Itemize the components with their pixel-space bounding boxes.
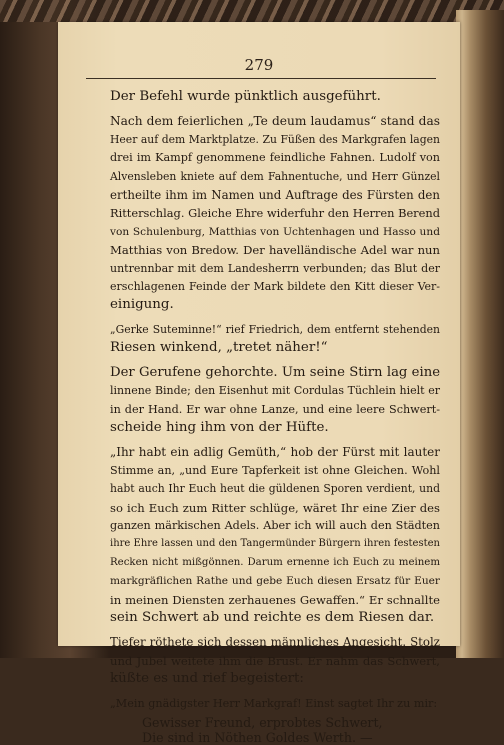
text-line: Tiefer röthete sich dessen männliches Angesicht. Stolz [110, 635, 440, 650]
text-line: erschlagenen Feinde der Mark bildete den Kitt dieser Ver- [110, 280, 440, 294]
text-line: Der Gerufene gehorchte. Um seine Stirn lag eine [110, 364, 440, 380]
text-line: sein Schwert ab und reichte es dem Riesen dar. [110, 609, 435, 625]
text-line: linnene Binde; den Eisenhut mit Cordulas Tüchlein hielt er [110, 384, 440, 398]
text-line: „Ihr habt ein adlig Gemüth,“ hob der Fürst mit lauter [110, 445, 440, 460]
text-line: ihre Ehre lassen und den Tangermünder Bürgern ihren festesten [110, 538, 440, 550]
paragraph [88, 443, 440, 627]
paragraph [88, 633, 440, 688]
header-rule [86, 78, 436, 79]
text-line: und Jubel weitete ihm die Brust. Er nahm das Schwert, [110, 653, 440, 668]
book-page [58, 22, 460, 745]
text-line: ganzen märkischen Adels. Aber ich will auch den Städten [110, 518, 440, 532]
text-line: scheide hing ihm von der Hüfte. [110, 419, 329, 435]
page-number: 279 [244, 56, 274, 74]
text-line: Ritterschlag. Gleiche Ehre widerfuhr den Herren Berend [110, 206, 440, 221]
text-line: Recken nicht mißgönnen. Darum ernenne ich Euch zu meinem [110, 556, 440, 568]
verse-line: Die sind in Nöthen Goldes Werth. — [142, 730, 373, 745]
text-line: Riesen winkend, „tretet näher!“ [110, 340, 328, 356]
text-line: drei im Kampf genommene feindliche Fahnen. Ludolf von [110, 151, 440, 165]
verse-quote [142, 715, 440, 745]
text-line: „Gerke Suteminne!“ rief Friedrich, dem entfernt stehenden [110, 322, 440, 336]
text-line: Matthias von Bredow. Der havelländische Adel war nun [110, 243, 440, 258]
text-line: so ich Euch zum Ritter schlüge, wäret Ihr eine Zier des [110, 500, 440, 515]
text-line: von Schulenburg, Matthias von Uchtenhagen und Hasso und [110, 225, 440, 238]
paragraph [88, 321, 440, 358]
text-line: Nach dem feierlichen „Te deum laudamus“ stand das [110, 114, 440, 129]
text-line: in meinen Diensten zerhauenes Gewaffen.“ Er schnallte [110, 592, 440, 607]
paragraph [88, 364, 440, 438]
paragraph [88, 695, 440, 713]
text-line: Stimme an, „und Eure Tapferkeit ist ohne Gleichen. Wohl [110, 463, 440, 477]
paragraph [88, 88, 440, 106]
paragraph [88, 112, 440, 314]
text-line: „Mein gnädigster Herr Markgraf! Einst sagtet Ihr zu mir: [110, 696, 438, 710]
body-text [88, 88, 440, 745]
text-line: habt auch Ihr Euch heut die güldenen Sporen verdient, und [110, 482, 440, 496]
text-line: einigung. [110, 297, 174, 313]
text-line: Alvensleben kniete auf dem Fahnentuche, und Herr Günzel [110, 169, 440, 183]
verse-line: Gewisser Freund, erprobtes Schwert, [142, 715, 383, 730]
text-line: untrennbar mit dem Landesherrn verbunden; das Blut der [110, 261, 440, 275]
text-line: küßte es und rief begeistert: [110, 671, 304, 687]
text-line: in der Hand. Er war ohne Lanze, und eine leere Schwert- [110, 402, 440, 416]
text-line: markgräflichen Rathe und gebe Euch diesen Ersatz für Euer [110, 575, 440, 588]
text-line: ertheilte ihm im Namen und Auftrage des Fürsten den [110, 188, 440, 203]
text-line: Der Befehl wurde pünktlich ausgeführt. [110, 89, 381, 104]
text-line: Heer auf dem Marktplatze. Zu Füßen des Markgrafen lagen [110, 132, 440, 146]
book-page-edges [456, 10, 504, 658]
background-fabric [0, 0, 504, 22]
